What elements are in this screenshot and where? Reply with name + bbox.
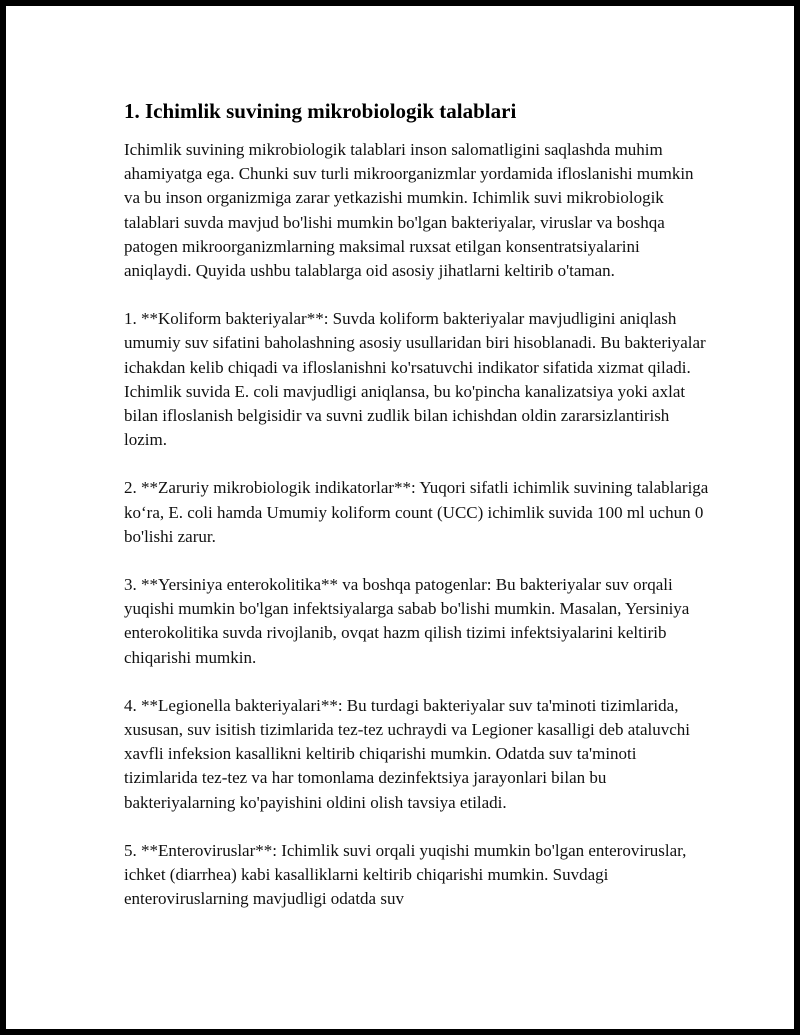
paragraph-indicators: 2. **Zaruriy mikrobiologik indikatorlar**: Yuqori sifatli ichimlik suvining talablariga ko‘ra, E. coli hamda Umumiy koliform count (UCC) ichimlik suvida 100 ml uchun 0 bo'lishi zarur.	[124, 478, 709, 546]
paragraph-yersinia: 3. **Yersiniya enterokolitika** va boshqa patogenlar: Bu bakteriyalar suv orqali yuqishi mumkin bo'lgan infektsiyalarga sabab bo'lishi mumkin. Masalan, Yersiniya enterokolitika suvda rivojlanib, ovqat hazm qilish tizimi infektsiyalarini keltirib chiqarishi mumkin.	[124, 575, 690, 667]
intro-paragraph: Ichimlik suvining mikrobiologik talablari inson salomatligini saqlashda muhim ahamiyatga ega. Chunki suv turli mikroorganizmlar yordamida ifloslanishi mumkin va bu inson organizmiga zarar yetkazishi mumkin. Ichimlik suvi mikrobiologik talablari suvda mavjud bo'lishi mumkin bo'lgan bakteriyalar, viruslar va boshqa patogen mikroorganizmlarning maksimal ruxsat etilgan konsentratsiyalarini aniqlaydi. Quyida ushbu talablarga oid asosiy jihatlarni keltirib o'taman.	[124, 140, 694, 281]
page-title: 1. Ichimlik suvining mikrobiologik talablari	[124, 99, 517, 123]
paragraph-enteroviruses: 5. **Enteroviruslar**: Ichimlik suvi orqali yuqishi mumkin bo'lgan enteroviruslar, ichket (diarrhea) kabi kasalliklarni keltirib chiqarishi mumkin. Suvdagi enteroviruslarning mavjudligi odatda suv	[124, 840, 687, 909]
paragraph-coliform: 1. **Koliform bakteriyalar**: Suvda koliform bakteriyalar mavjudligini aniqlash umumiy suv sifatini baholashning asosiy usullaridan biri hisoblanadi. Bu bakteriyalar ichakdan kelib chiqadi va ifloslanishni ko'rsatuvchi indikator sifatida xizmat qiladi. Ichimlik suvida E. coli mavjudligi aniqlansa, bu ko'pincha kanalizatsiya yoki axlat bilan ifloslanish belgisidir va suvni zudlik bilan ichishdan oldin zararsizlantirish lozim.	[124, 309, 706, 450]
paragraph-legionella: 4. **Legionella bakteriyalari**: Bu turdagi bakteriyalar suv ta'minoti tizimlarida, xususan, suv isitish tizimlarida tez-tez uchraydi va Legioner kasalligi deb ataluvchi xavfli infeksion kasallikni keltirib chiqarishi mumkin. Odatda suv ta'minoti tizimlarida tez-tez va har tomonlama dezinfektsiya jarayonlari bilan bu bakteriyalarning ko'payishini oldini olish tavsiya etiladi.	[124, 695, 691, 812]
document-body	[124, 98, 709, 935]
